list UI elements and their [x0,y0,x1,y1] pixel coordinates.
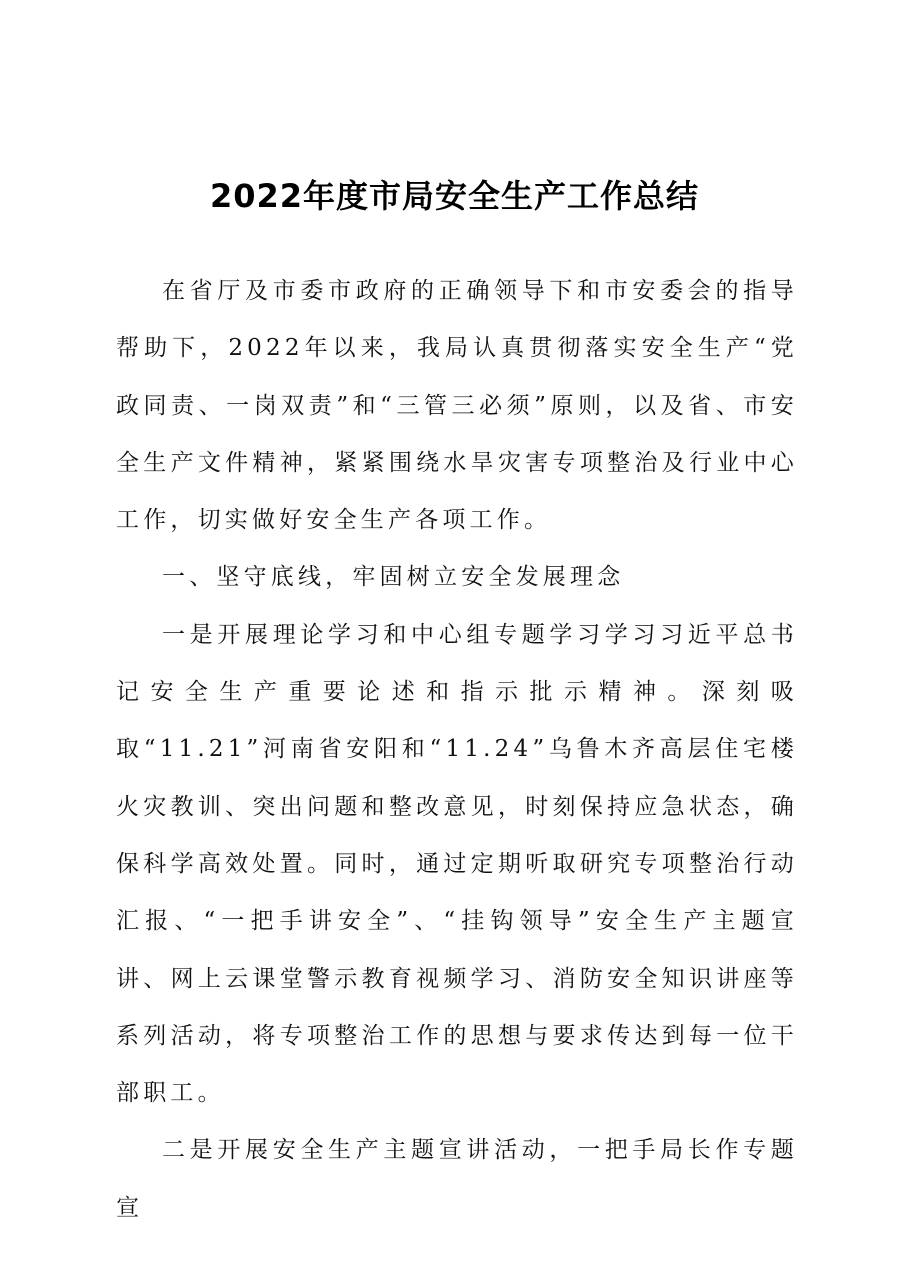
paragraph-item-1: 一是开展理论学习和中心组专题学习学习习近平总书记安全生产重要论述和指示批示精神。深刻吸取“11.21”河南省安阳和“11.24”乌鲁木齐高层住宅楼火灾教训、突出问题和整改意见，时刻保持应急状态，确保科学高效处置。同时，通过定期听取研究专项整治行动汇报、“一把手讲安全”、“挂钩领导”安全生产主题宣讲、网上云课堂警示教育视频学习、消防安全知识讲座等系列活动，将专项整治工作的思想与要求传达到每一位干部职工。 [116,621,798,1107]
section-heading-1: 一、坚守底线，牢固树立安全发展理念 [162,564,625,591]
document-title: 2022年度市局安全生产工作总结 [209,177,700,215]
document-body [116,263,798,1237]
paragraph-intro: 在省厅及市委市政府的正确领导下和市安委会的指导帮助下，2022年以来，我局认真贯彻落实安全生产“党政同责、一岗双责”和“三管三必须”原则，以及省、市安全生产文件精神，紧紧围绕水旱灾害专项整治及行业中心工作，切实做好安全生产各项工作。 [116,278,798,534]
paragraph-item-2: 二是开展安全生产主题宣讲活动，一把手局长作专题宣 [116,1137,798,1221]
